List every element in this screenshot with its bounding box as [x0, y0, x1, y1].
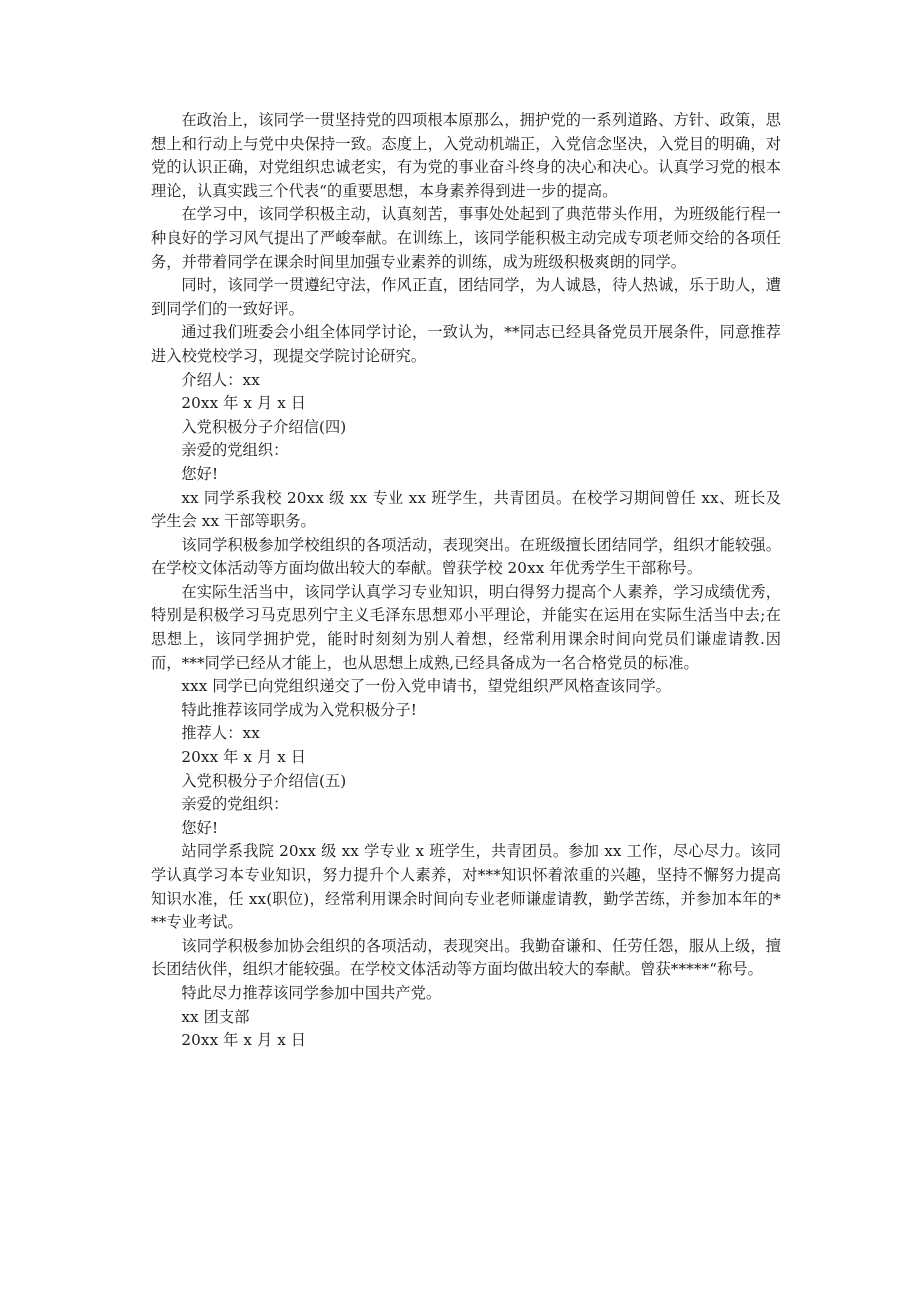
- paragraph-student-intro: xx 同学系我校 20xx 级 xx 专业 xx 班学生，共青团员。在校学习期间曾任 xx、班长及学生会 xx 干部等职务。: [151, 488, 781, 531]
- date-line: 20xx 年 x 月 x 日: [181, 1031, 307, 1050]
- paragraph-activities: 该同学积极参加学校组织的各项活动，表现突出。在班级擅长团结同学，组织才能较强。在学校文体活动等方面均做出较大的奉献。曾获学校 20xx 年优秀学生干部称号。: [151, 535, 781, 578]
- paragraph-recommendation: 通过我们班委会小组全体同学讨论，一致认为，**同志已经具备党员开展条件，同意推荐进入校党校学习，现提交学院讨论研究。: [151, 323, 781, 365]
- paragraph-study: 在学习中，该同学积极主动，认真刻苦，事事处处起到了典范带头作用，为班级能行程一种良好的学习风气提出了严峻奉献。在训练上，该同学能积极主动完成专项老师交给的各项任务，并带着同学在课余时间里加强专业素养的训练，成为班级积极爽朗的同学。: [151, 205, 781, 271]
- paragraph-final-recommend: 特此尽力推荐该同学参加中国共产党。: [181, 983, 442, 1002]
- paragraph-association-activities: 该同学积极参加协会组织的各项活动，表现突出。我勤奋谦和、任劳任怨，服从上级，擅长团结伙伴，组织才能较强。在学校文体活动等方面均做出较大的奉献。曾获*****“称号。: [151, 936, 781, 979]
- letter-title-four: 入党积极分子介绍信(四): [181, 417, 347, 436]
- document-body: [151, 109, 781, 1053]
- paragraph-political: 在政治上，该同学一贯坚持党的四项根本原那么，拥护党的一系列道路、方针、政策，思想上和行动上与党中央保持一致。态度上，入党动机端正，入党信念坚决，入党目的明确，对党的认识正确，对党组织忠诚老实，有为党的事业奋斗终身的决心和决心。认真学习党的根本理论，认真实践三个代表“的重要思想，本身素养得到进一步的提高。: [151, 111, 781, 200]
- paragraph-recommend-activist: 特此推荐该同学成为入党积极分子!: [181, 700, 417, 719]
- letter-title-five: 入党积极分子介绍信(五): [181, 771, 347, 790]
- greeting: 您好!: [181, 464, 219, 483]
- salutation: 亲爱的党组织：: [181, 441, 289, 460]
- date-line: 20xx 年 x 月 x 日: [181, 394, 307, 413]
- signature-branch: xx 团支部: [181, 1007, 250, 1026]
- paragraph-discipline: 同时，该同学一贯遵纪守法，作风正直，团结同学，为人诚恳，待人热诚，乐于助人，遭到同学们的一致好评。: [151, 276, 781, 318]
- salutation: 亲爱的党组织：: [181, 795, 289, 814]
- date-line: 20xx 年 x 月 x 日: [181, 748, 307, 767]
- paragraph-application: xxx 同学已向党组织递交了一份入党申请书，望党组织严风格查该同学。: [181, 677, 671, 696]
- recommender-line: 推荐人：xx: [181, 724, 260, 743]
- introducer-line: 介绍人：xx: [181, 370, 260, 389]
- paragraph-daily-life: 在实际生活当中，该同学认真学习专业知识，明白得努力提高个人素养，学习成绩优秀，特别是积极学习马克思列宁主义毛泽东思想邓小平理论，并能实在运用在实际生活当中去;在思想上，该同学拥护党，能时时刻刻为别人着想，经常利用课余时间向党员们谦虚请教.因而，***同学已经从才能上，也从思想上成熟,已经具备成为一名合格党员的标准。: [151, 582, 781, 672]
- paragraph-student-intro-five: 站同学系我院 20xx 级 xx 学专业 x 班学生，共青团员。参加 xx 工作，尽心尽力。该同学认真学习本专业知识，努力提升个人素养，对***知识怀着浓重的兴趣，坚持不懈努力提高知识水准，任 xx(职位)，经常利用课余时间向专业老师谦虚请教，勤学苦练，并参加本年的***专业考试。: [151, 842, 781, 932]
- greeting: 您好!: [181, 818, 219, 837]
